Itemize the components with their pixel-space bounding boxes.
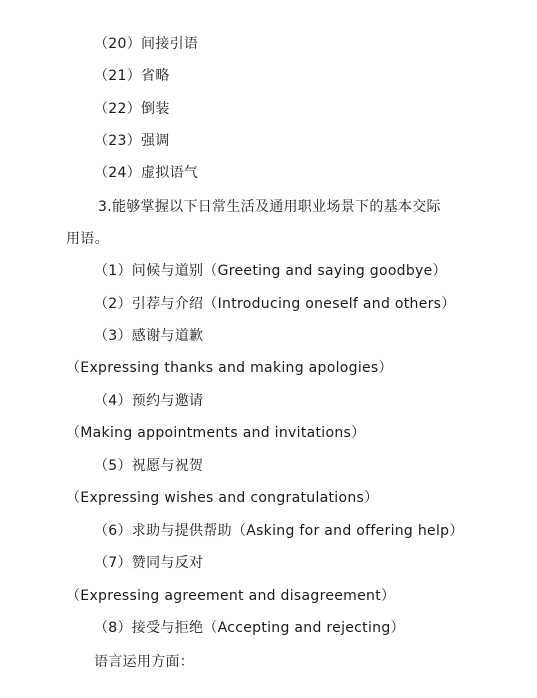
paragraph-objective-3: 3.能够掌握以下日常生活及通用职业场景下的基本交际 xyxy=(98,199,441,215)
list-item-thanks-english: （Expressing thanks and making apologies） xyxy=(66,360,393,376)
list-item-introducing: （2）引荐与介绍（Introducing oneself and others） xyxy=(94,296,456,312)
list-item-appointments-english: （Making appointments and invitations） xyxy=(66,425,366,441)
list-item-ellipsis: （21）省略 xyxy=(94,68,170,84)
list-item-accepting: （8）接受与拒绝（Accepting and rejecting） xyxy=(94,620,405,636)
list-item-indirect-speech: （20）间接引语 xyxy=(94,36,199,52)
list-item-help: （6）求助与提供帮助（Asking for and offering help） xyxy=(94,523,464,539)
list-item-wishes-english: （Expressing wishes and congratulations） xyxy=(66,490,379,506)
list-item-wishes: （5）祝愿与祝贺 xyxy=(94,458,204,474)
list-item-thanks: （3）感谢与道歉 xyxy=(94,328,204,344)
section-heading-language-use: 语言运用方面： xyxy=(94,654,195,670)
list-item-subjunctive: （24）虚拟语气 xyxy=(94,165,199,181)
list-item-greeting: （1）问候与道别（Greeting and saying goodbye） xyxy=(94,263,447,279)
list-item-appointments: （4）预约与邀请 xyxy=(94,393,204,409)
paragraph-objective-3-cont: 用语。 xyxy=(66,231,109,247)
list-item-emphasis: （23）强调 xyxy=(94,133,170,149)
list-item-inversion: （22）倒装 xyxy=(94,101,170,117)
list-item-agreement-english: （Expressing agreement and disagreement） xyxy=(66,588,396,604)
list-item-agreement: （7）赞同与反对 xyxy=(94,555,204,571)
